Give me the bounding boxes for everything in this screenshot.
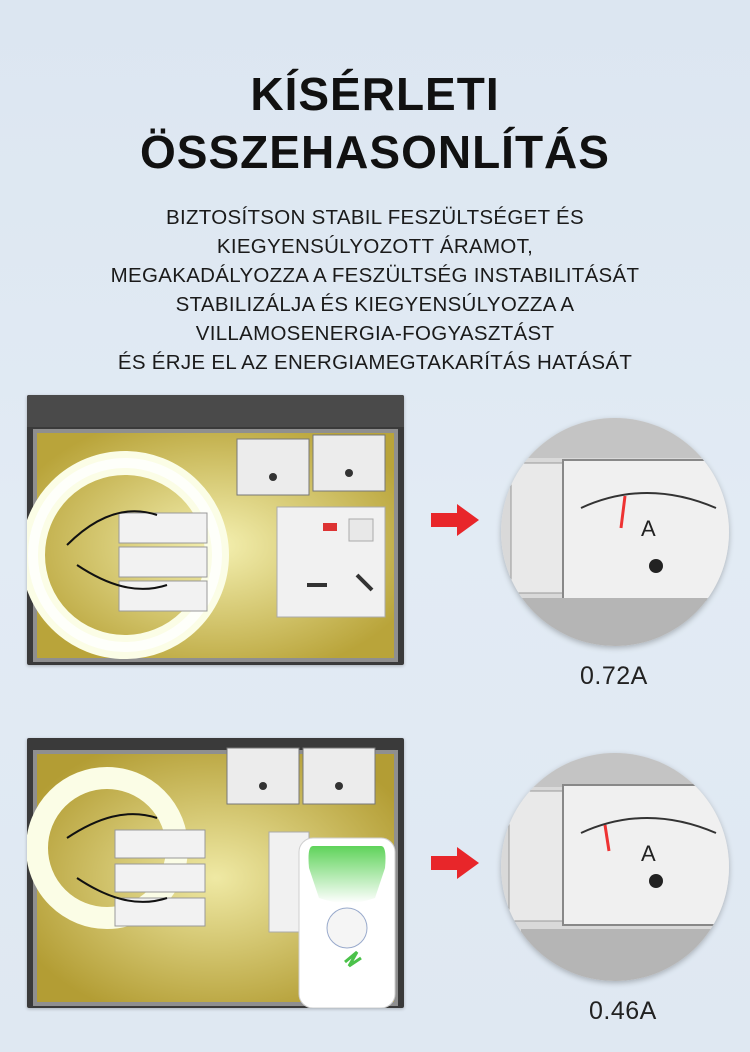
test-setup-photo-before — [27, 395, 404, 665]
description-line: BIZTOSÍTSON STABIL FESZÜLTSÉGET ÉS — [165, 206, 584, 229]
current-reading-after: 0.46A — [589, 997, 657, 1025]
current-reading-before: 0.72A — [580, 662, 648, 690]
test-setup-photo-after — [27, 738, 404, 1008]
description-line: MEGAKADÁLYOZZA A FESZÜLTSÉG INSTABILITÁSÁT — [110, 264, 640, 287]
ammeter-zoom-after — [501, 753, 729, 981]
svg-text:A: A — [641, 516, 656, 541]
description-line: KIEGYENSÚLYOZOTT ÁRAMOT, — [216, 235, 534, 258]
description-line: STABILIZÁLJA ÉS KIEGYENSÚLYOZZA A — [175, 293, 575, 316]
description-line: ÉS ÉRJE EL AZ ENERGIAMEGTAKARÍTÁS HATÁSÁT — [117, 351, 633, 374]
arrow-right-icon — [429, 503, 481, 537]
arrow-right-icon — [429, 846, 481, 880]
ammeter-zoom-before — [501, 418, 729, 646]
description — [0, 203, 750, 377]
description-line: VILLAMOSENERGIA-FOGYASZTÁST — [195, 322, 555, 345]
svg-text:A: A — [641, 841, 656, 866]
title-line-1: KÍSÉRLETI — [250, 68, 500, 120]
title-line-2: ÖSSZEHASONLÍTÁS — [140, 126, 610, 178]
